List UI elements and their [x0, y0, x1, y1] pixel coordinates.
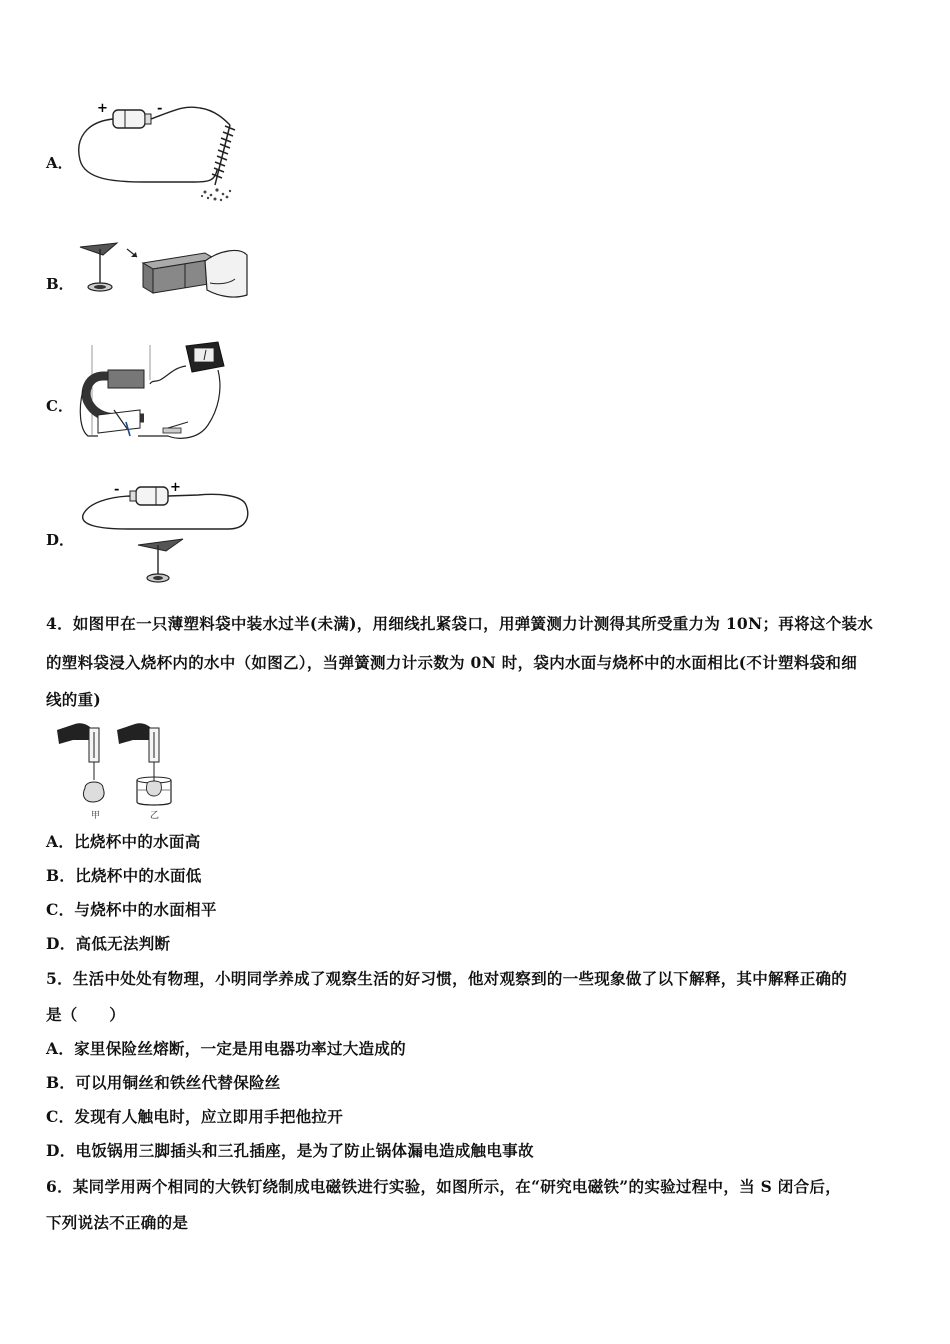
figure-c-galvanometer-circuit [78, 340, 228, 445]
q5-option-d: D．电饭锅用三脚插头和三孔插座，是为了防止锅体漏电造成触电事故 [46, 1141, 534, 1160]
option-c-label: C． [46, 397, 73, 415]
q4-option-a: A．比烧杯中的水面高 [46, 832, 201, 851]
q4-text-line2: 的塑料袋浸入烧杯内的水中（如图乙），当弹簧测力计示数为 0N 时，袋内水面与烧杯中的水面相比(不计塑料袋和细 [46, 653, 858, 672]
q4-text-line1: 4．如图甲在一只薄塑料袋中装水过半(未满)，用细线扎紧袋口，用弹簧测力计测得其所受重力为 10N；再将这个装水 [46, 614, 874, 633]
q4-option-d: D．高低无法判断 [46, 934, 171, 953]
q5-text-line2: 是（ ） [46, 1005, 126, 1024]
battery-minus-sign: - [157, 101, 163, 116]
q6-text-line1: 6．某同学用两个相同的大铁钉绕制成电磁铁进行实验，如图所示，在“研究电磁铁”的实验过程中，当 S 闭合后， [46, 1177, 842, 1196]
q6-text-line2: 下列说法不正确的是 [46, 1213, 189, 1232]
q4-option-b: B．比烧杯中的水面低 [46, 866, 202, 885]
option-d-label: D． [46, 531, 75, 549]
q4-option-c: C．与烧杯中的水面相平 [46, 900, 217, 919]
battery-plus-sign-d: + [170, 480, 181, 495]
option-a-label: A． [46, 154, 73, 172]
q4-text-line3: 线的重) [46, 690, 102, 709]
option-b-label: B． [46, 275, 74, 293]
figure-b-magnet-compass [75, 235, 250, 310]
caption-jia: 甲 [91, 811, 101, 821]
q5-text-line1: 5．生活中处处有物理，小明同学养成了观察生活的好习惯，他对观察到的一些现象做了以下解释，其中解释正确的 [46, 969, 848, 988]
q5-option-b: B．可以用铜丝和铁丝代替保险丝 [46, 1073, 281, 1092]
caption-yi: 乙 [150, 811, 160, 821]
battery-minus-sign-d: - [114, 482, 120, 497]
figure-q4-spring-scale [55, 718, 185, 823]
figure-d-wire-compass [78, 475, 258, 590]
figure-a-electromagnet [75, 100, 245, 210]
q5-option-c: C．发现有人触电时，应立即用手把他拉开 [46, 1107, 344, 1126]
q5-option-a: A．家里保险丝熔断，一定是用电器功率过大造成的 [46, 1039, 406, 1058]
battery-plus-sign: + [97, 101, 108, 116]
